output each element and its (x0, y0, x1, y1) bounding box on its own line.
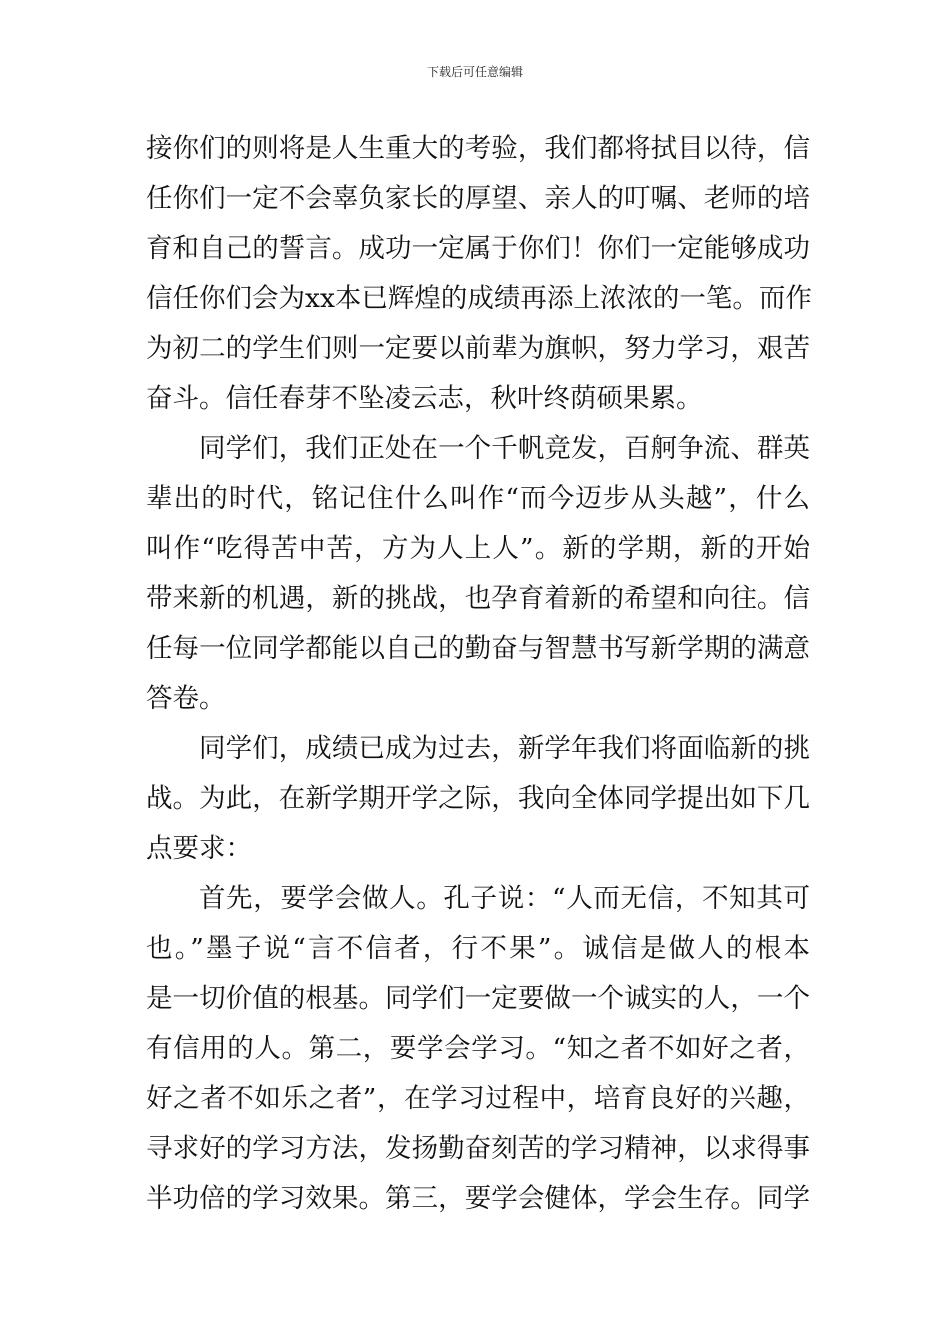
text-line: 信任你们会为xx本已辉煌的成绩再添上浓浓的一笔。而作 (146, 283, 812, 314)
text-line: 答卷。 (146, 683, 226, 714)
text-line: 任每一位同学都能以自己的勤奋与智慧书写新学期的满意 (146, 633, 810, 664)
text-line: 有信用的人。第二，要学会学习。“知之者不如好之者， (146, 1033, 810, 1064)
paragraph-first-line: 首先，要学会做人。孔子说：“人而无信，不知其可 (199, 883, 810, 914)
document-body (146, 124, 810, 1224)
text-line: 寻求好的学习方法，发扬勤奋刻苦的学习精神，以求得事 (146, 1133, 810, 1164)
text-line: 好之者不如乐之者”，在学习过程中，培育良好的兴趣， (146, 1083, 810, 1114)
text-line: 接你们的则将是人生重大的考验，我们都将拭目以待，信 (146, 133, 810, 164)
text-line: 育和自己的誓言。成功一定属于你们！你们一定能够成功 (146, 233, 810, 264)
text-line: 奋斗。信任春芽不坠凌云志，秋叶终荫硕果累。 (146, 383, 703, 414)
text-line: 也。”墨子说“言不信者，行不果”。诚信是做人的根本 (146, 933, 810, 964)
text-line: 为初二的学生们则一定要以前辈为旗帜，努力学习，艰苦 (146, 333, 810, 364)
text-line: 点要求： (146, 833, 252, 864)
text-line: 战。为此，在新学期开学之际，我向全体同学提出如下几 (146, 783, 810, 814)
text-line: 叫作“吃得苦中苦，方为人上人”。新的学期，新的开始 (146, 533, 810, 564)
text-line: 辈出的时代，铭记住什么叫作“而今迈步从头越”，什么 (146, 483, 810, 514)
text-line: 半功倍的学习效果。第三，要学会健体，学会生存。同学 (146, 1183, 810, 1214)
paragraph-first-line: 同学们，成绩已成为过去，新学年我们将面临新的挑 (199, 733, 810, 764)
text-line: 是一切价值的根基。同学们一定要做一个诚实的人，一个 (146, 983, 810, 1014)
paragraph-first-line: 同学们，我们正处在一个千帆竞发，百舸争流、群英 (199, 433, 810, 464)
page-header-note: 下载后可任意编辑 (426, 65, 523, 79)
text-line: 带来新的机遇，新的挑战，也孕育着新的希望和向往。信 (146, 583, 810, 614)
text-line: 任你们一定不会辜负家长的厚望、亲人的叮嘱、老师的培 (146, 183, 810, 214)
